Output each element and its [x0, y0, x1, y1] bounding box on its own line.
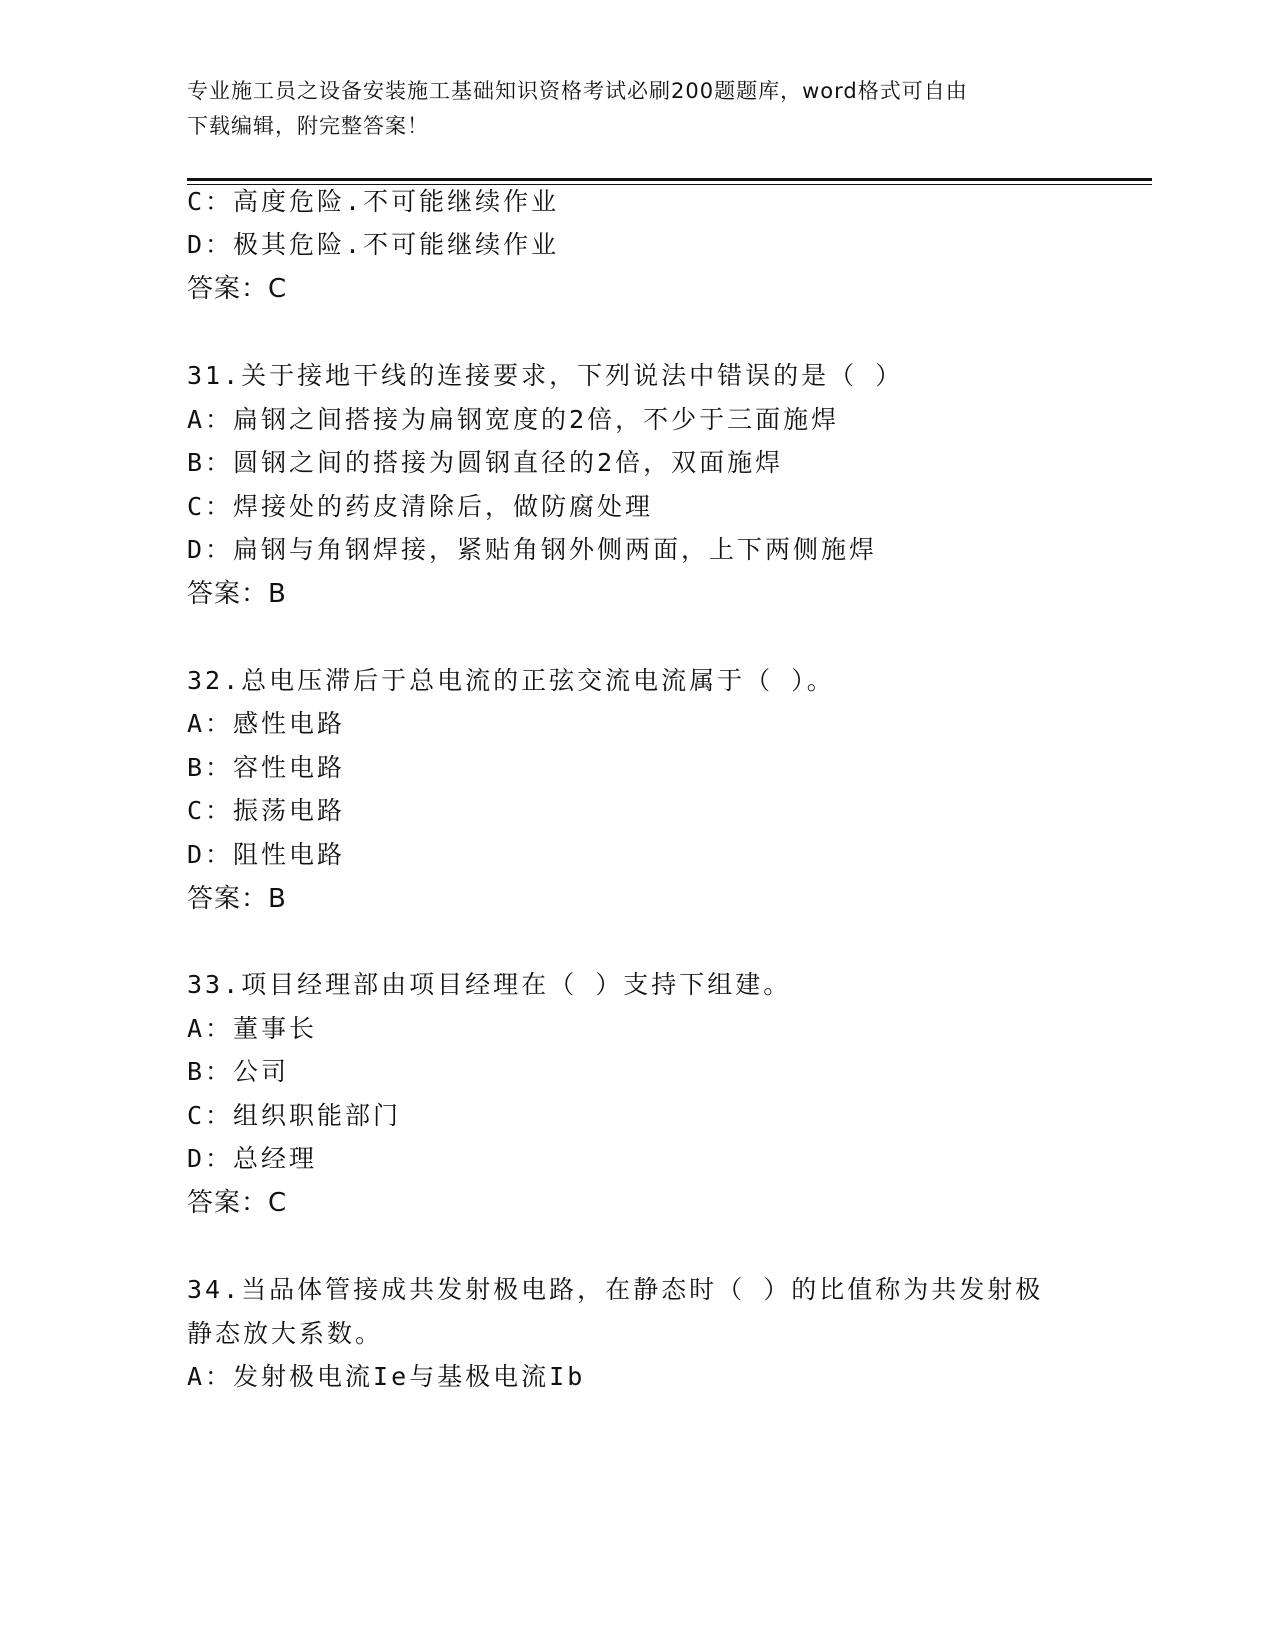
- q34-stem-line-1: 34.当品体管接成共发射极电路，在静态时（ ）的比值称为共发射极: [187, 1275, 1044, 1304]
- header-line-1: 专业施工员之设备安装施工基础知识资格考试必刷200题题库，word格式可自由: [187, 79, 968, 103]
- q32-option-b: B：容性电路: [187, 753, 346, 782]
- q32-option-c: C：振荡电路: [187, 796, 346, 825]
- q32-stem: 32.总电压滞后于总电流的正弦交流电流属于（ ）。: [187, 666, 835, 695]
- q31-option-a: A：扁钢之间搭接为扁钢宽度的2倍，不少于三面施焊: [187, 405, 840, 434]
- q33-option-d: D：总经理: [187, 1144, 318, 1173]
- prev-option-c: C：高度危险.不可能继续作业: [187, 187, 560, 216]
- q32-option-d: D：阻性电路: [187, 840, 346, 869]
- q31-stem: 31.关于接地干线的连接要求，下列说法中错误的是（ ）: [187, 361, 904, 390]
- q33-answer: 答案：C: [187, 1188, 288, 1218]
- prev-option-d: D：极其危险.不可能继续作业: [187, 230, 560, 259]
- q31-option-b: B：圆钢之间的搭接为圆钢直径的2倍，双面施焊: [187, 448, 784, 477]
- q31-option-c: C：焊接处的药皮清除后，做防腐处理: [187, 492, 654, 521]
- header-divider-thick: [187, 178, 1152, 181]
- header-line-2: 下载编辑，附完整答案！: [187, 114, 429, 138]
- q33-stem: 33.项目经理部由项目经理在（ ）支持下组建。: [187, 970, 792, 999]
- q33-option-b: B：公司: [187, 1057, 290, 1086]
- q33-option-c: C：组织职能部门: [187, 1101, 402, 1130]
- q34-stem-line-2: 静态放大系数。: [187, 1319, 384, 1348]
- q32-answer: 答案：B: [187, 884, 287, 914]
- q31-answer: 答案：B: [187, 579, 287, 609]
- q32-option-a: A：感性电路: [187, 709, 346, 738]
- q34-option-a: A：发射极电流Ie与基极电流Ib: [187, 1362, 586, 1391]
- document-header: [187, 74, 1067, 144]
- prev-answer: 答案：C: [187, 274, 288, 304]
- q33-option-a: A：董事长: [187, 1014, 318, 1043]
- q31-option-d: D：扁钢与角钢焊接，紧贴角钢外侧两面，上下两侧施焊: [187, 535, 878, 564]
